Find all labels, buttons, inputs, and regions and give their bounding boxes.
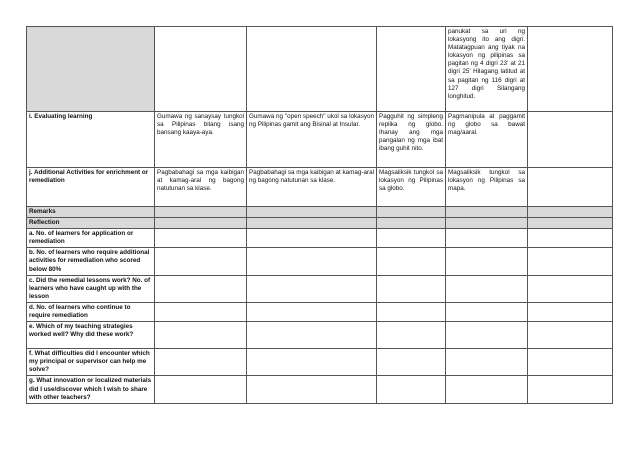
item-g-day4 [446, 376, 528, 403]
item-d-day2 [247, 302, 377, 321]
item-d-day1 [155, 302, 247, 321]
additional-activities-label: j. Additional Activities for enrichment or remediation [27, 168, 155, 207]
item-d-day5 [528, 302, 613, 321]
reflection-item-d-label: d. No. of learners who continue to require remediation [27, 302, 155, 321]
evaluating-day3: Pagguhit ng simpleng replika ng globo. Ihanay ang mga pangalan ng mga ibat ibang guhit nito. [377, 112, 446, 168]
item-c-day5 [528, 275, 613, 302]
item-e-day5 [528, 322, 613, 349]
reflection-item-row [27, 322, 613, 349]
item-a-day5 [528, 229, 613, 248]
item-c-day2 [247, 275, 377, 302]
daily-lesson-log-table [26, 26, 613, 404]
item-b-day4 [446, 248, 528, 275]
item-e-day4 [446, 322, 528, 349]
item-c-day1 [155, 275, 247, 302]
reflection-row [27, 218, 613, 229]
evaluating-day4: Pagmanipula at paggamit ng globo sa bawat mag/aaral. [446, 112, 528, 168]
item-b-day1 [155, 248, 247, 275]
reflection-item-row [27, 248, 613, 275]
item-d-day3 [377, 302, 446, 321]
remarks-day2 [247, 207, 377, 218]
item-f-day4 [446, 349, 528, 376]
remarks-row [27, 207, 613, 218]
item-b-day5 [528, 248, 613, 275]
remarks-day5 [528, 207, 613, 218]
additional-day3: Magsaliksik tungkol sa lokasyon ng Pilipinas sa globo. [377, 168, 446, 207]
additional-day4: Magsaliksik tungkol sa lokasyon ng Pilipinas sa mapa. [446, 168, 528, 207]
item-a-day1 [155, 229, 247, 248]
item-e-day3 [377, 322, 446, 349]
evaluating-learning-label: i. Evaluating learning [27, 112, 155, 168]
evaluating-learning-row [27, 112, 613, 168]
day4-cell: panukat sa uri ng lokasyong ito ang digri. Matatagpuan ang tiyak na lokasyon ng pilipinas sa pagitan ng 4 digri 23' at 21 digri 25' Hilagang latitud at sa pagitan ng 116 digri at 127 digri Silangang longhitud. [446, 27, 528, 112]
item-a-day4 [446, 229, 528, 248]
evaluating-day2: Gumawa ng "open speech" ukol sa lokasyon ng Pilipinas gamit ang Bisinal at Insular. [247, 112, 377, 168]
item-c-day4 [446, 275, 528, 302]
reflection-label: Reflection [27, 218, 155, 229]
reflection-item-b-label: b. No. of learners who require additional activities for remediation who scored below 80% [27, 248, 155, 275]
remarks-day4 [446, 207, 528, 218]
remarks-label: Remarks [27, 207, 155, 218]
item-b-day3 [377, 248, 446, 275]
evaluating-day1: Gumawa ng sanaysay tungkol sa Pilipinas bilang isang bansang kaaya-aya. [155, 112, 247, 168]
item-e-day1 [155, 322, 247, 349]
evaluating-day5 [528, 112, 613, 168]
reflection-item-e-label: e. Which of my teaching strategies worked well? Why did these work? [27, 322, 155, 349]
day1-cell [155, 27, 247, 112]
remarks-day3 [377, 207, 446, 218]
reflection-item-f-label: f. What difficulties did I encounter which my principal or supervisor can help me solve? [27, 349, 155, 376]
item-f-day5 [528, 349, 613, 376]
additional-day5 [528, 168, 613, 207]
item-e-day2 [247, 322, 377, 349]
reflection-day5 [528, 218, 613, 229]
item-f-day2 [247, 349, 377, 376]
reflection-item-g-label: g. What innovation or localized materials did I use/discover which I wish to share with other teachers? [27, 376, 155, 403]
reflection-day2 [247, 218, 377, 229]
item-a-day3 [377, 229, 446, 248]
empty-label-cell [27, 27, 155, 112]
reflection-item-row [27, 376, 613, 403]
item-d-day4 [446, 302, 528, 321]
additional-activities-row [27, 168, 613, 207]
continuation-row [27, 27, 613, 112]
item-f-day3 [377, 349, 446, 376]
reflection-item-row [27, 302, 613, 321]
item-c-day3 [377, 275, 446, 302]
day2-cell [247, 27, 377, 112]
reflection-item-a-label: a. No. of learners for application or remediation [27, 229, 155, 248]
item-a-day2 [247, 229, 377, 248]
reflection-day4 [446, 218, 528, 229]
reflection-item-row [27, 229, 613, 248]
item-g-day5 [528, 376, 613, 403]
day3-cell [377, 27, 446, 112]
item-g-day2 [247, 376, 377, 403]
item-b-day2 [247, 248, 377, 275]
item-g-day1 [155, 376, 247, 403]
day5-cell [528, 27, 613, 112]
item-g-day3 [377, 376, 446, 403]
reflection-item-row [27, 349, 613, 376]
remarks-day1 [155, 207, 247, 218]
additional-day2: Pagbabahagi sa mga kaibigan at kamag-aral ng bagong natutunan sa klase. [247, 168, 377, 207]
reflection-item-c-label: c. Did the remedial lessons work? No. of learners who have caught up with the lesson [27, 275, 155, 302]
item-f-day1 [155, 349, 247, 376]
additional-day1: Pagbabahagi sa mga kaibigan at kamag-aral ng bagong natutunan sa klase. [155, 168, 247, 207]
reflection-item-row [27, 275, 613, 302]
reflection-day1 [155, 218, 247, 229]
reflection-day3 [377, 218, 446, 229]
